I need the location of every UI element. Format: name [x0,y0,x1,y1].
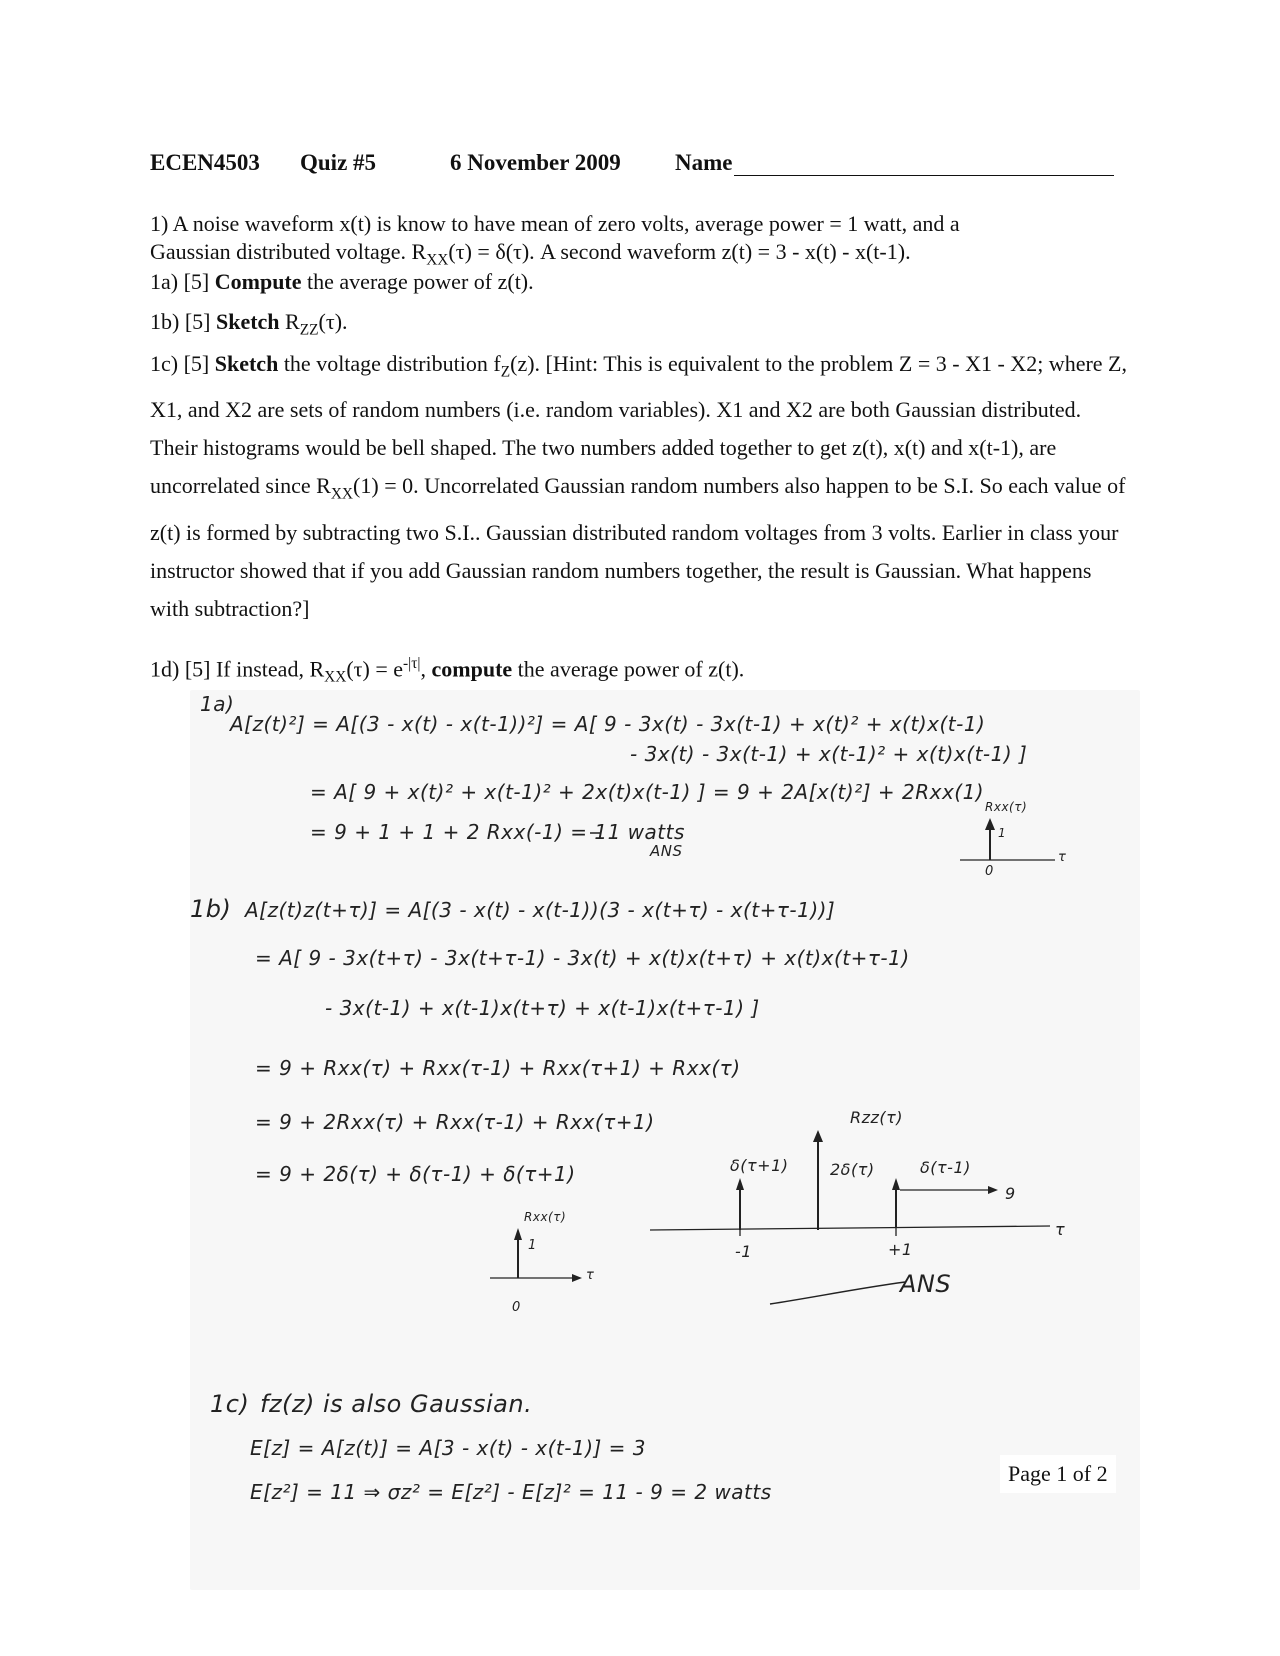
quiz-number: Quiz #5 [300,150,377,175]
label-1c: 1c) [210,1390,250,1418]
axis-plus-one: +1 [888,1240,913,1259]
name-label: Name [675,150,733,175]
intro-line-2: Gaussian distributed voltage. $R_{XX}(\tau) = \delta(\tau)$. A second waveform z(t) = 3 - x(t) - x(t-1). [150,239,911,269]
solution-1b-line-3: - 3x(t-1) + x(t-1)x(t+τ) + x(t-1)x(t+τ-1) ] [325,996,760,1020]
name-blank-line [734,153,1114,176]
solution-1b-line-1: A[z(t)z(t+τ)] = A[(3 - x(t) - x(t-1))(3 - x(t+τ) - x(t+τ-1))] [245,898,836,922]
answer-underline-1a [590,830,600,836]
rxx-label-1b: Rxx(τ) [524,1210,567,1224]
rxx-one-1b: 1 [528,1238,537,1253]
question-1a: 1a) [5] Compute the average power of z(t). [150,269,534,294]
rxx-tau-1b: τ [586,1268,595,1283]
solution-1b-line-5: = 9 + 2Rxx(τ) + Rxx(τ-1) + Rxx(τ+1) [255,1110,655,1134]
problem-intro [150,210,1130,274]
page-number: Page 1 of 2 [1000,1455,1116,1493]
handwritten-solution [190,690,1140,1590]
label-1b: 1b) [190,895,232,923]
axis-minus-one: -1 [735,1242,752,1261]
solution-1a-line-3: = A[ 9 + x(t)² + x(t-1)² + 2x(t)x(t-1) ] = 9 + 2A[x(t)²] + 2Rxx(1) [310,780,985,804]
solution-1a-line-1: A[z(t)²] = A[(3 - x(t) - x(t-1))²] = A[ 9 - 3x(t) - 3x(t-1) + x(t)² + x(t)x(t-1) [230,712,986,736]
rxx-impulse-plot-1b [490,1220,600,1300]
impulse-label-middle: 2δ(τ) [830,1160,875,1179]
question-1c: 1c) [5] Sketch the voltage distribution $f_Z(z)$. [Hint: This is equivalent to the problem Z = 3 - X1 - X2; where Z, X1, and X2 are sets of random numbers (i.e. random variables). X1 and X2 are both Gaussian distributed. Their histograms would be bell shaped. The two numbers added together to get z(t), x(t) and x(t-1), are uncorrelated since $R_{XX}(1) = 0$. Uncorrelated Gaussian random numbers also happen to be S.I. So each value of z(t) is formed by subtracting two S.I.. Gaussian distributed random voltages from 3 volts. Earlier in class your instructor showed that if you add Gaussian random numbers together, the result is Gaussian. What happens with subtraction?] [150,351,1127,621]
solution-1c-line-2: E[z] = A[z(t)] = A[3 - x(t) - x(t-1)] = 3 [250,1436,646,1460]
answer-mark-1b: ANS [900,1270,952,1298]
solution-1b-line-4: = 9 + Rxx(τ) + Rxx(τ-1) + Rxx(τ+1) + Rxx(τ) [255,1056,741,1080]
solution-1c-line-1: fz(z) is also Gaussian. [260,1390,533,1418]
rxx-zero-1b: 0 [512,1300,521,1315]
rxx-zero-1a: 0 [985,864,994,879]
quiz-date: 6 November 2009 [450,150,621,175]
solution-1b-line-2: = A[ 9 - 3x(t+τ) - 3x(t+τ-1) - 3x(t) + x(t)x(t+τ) + x(t)x(t+τ-1) [255,946,910,970]
solution-1a-line-4: = 9 + 1 + 1 + 2 Rxx(-1) = 11 watts [310,820,685,844]
question-1b: 1b) [5] Sketch $R_{ZZ}(\tau)$. [150,309,348,339]
solution-1b-line-6: = 9 + 2δ(τ) + δ(τ-1) + δ(τ+1) [255,1162,576,1186]
label-1a: 1a) [200,692,235,716]
answer-mark-1a: ANS [650,842,683,860]
question-1d: 1d) [5] If instead, $R_{XX}(\tau) = e^{-|\tau|}$, compute the average power of z(t). [150,655,745,686]
rxx-tau-1a: τ [1058,850,1067,865]
intro-line-1: 1) A noise waveform x(t) is know to have mean of zero volts, average power = 1 watt, and a [150,211,960,236]
answer-swoosh-1b [770,1280,910,1310]
quiz-header [150,150,1114,176]
impulse-label-right: δ(τ-1) [920,1158,971,1177]
rxx-one-1a: 1 [998,826,1007,840]
rzz-tau: τ [1055,1220,1066,1239]
rzz-nine: 9 [1005,1184,1016,1203]
solution-1c-line-3: E[z²] = 11 ⇒ σz² = E[z²] - E[z]² = 11 - 9 = 2 watts [250,1480,772,1504]
solution-1a-line-2: - 3x(t) - 3x(t-1) + x(t-1)² + x(t)x(t-1) ] [630,742,1028,766]
rzz-label: Rzz(τ) [850,1108,904,1127]
course-code: ECEN4503 [150,150,260,175]
rxx-label-1a: Rxx(τ) [985,800,1028,814]
impulse-label-left: δ(τ+1) [730,1156,789,1175]
